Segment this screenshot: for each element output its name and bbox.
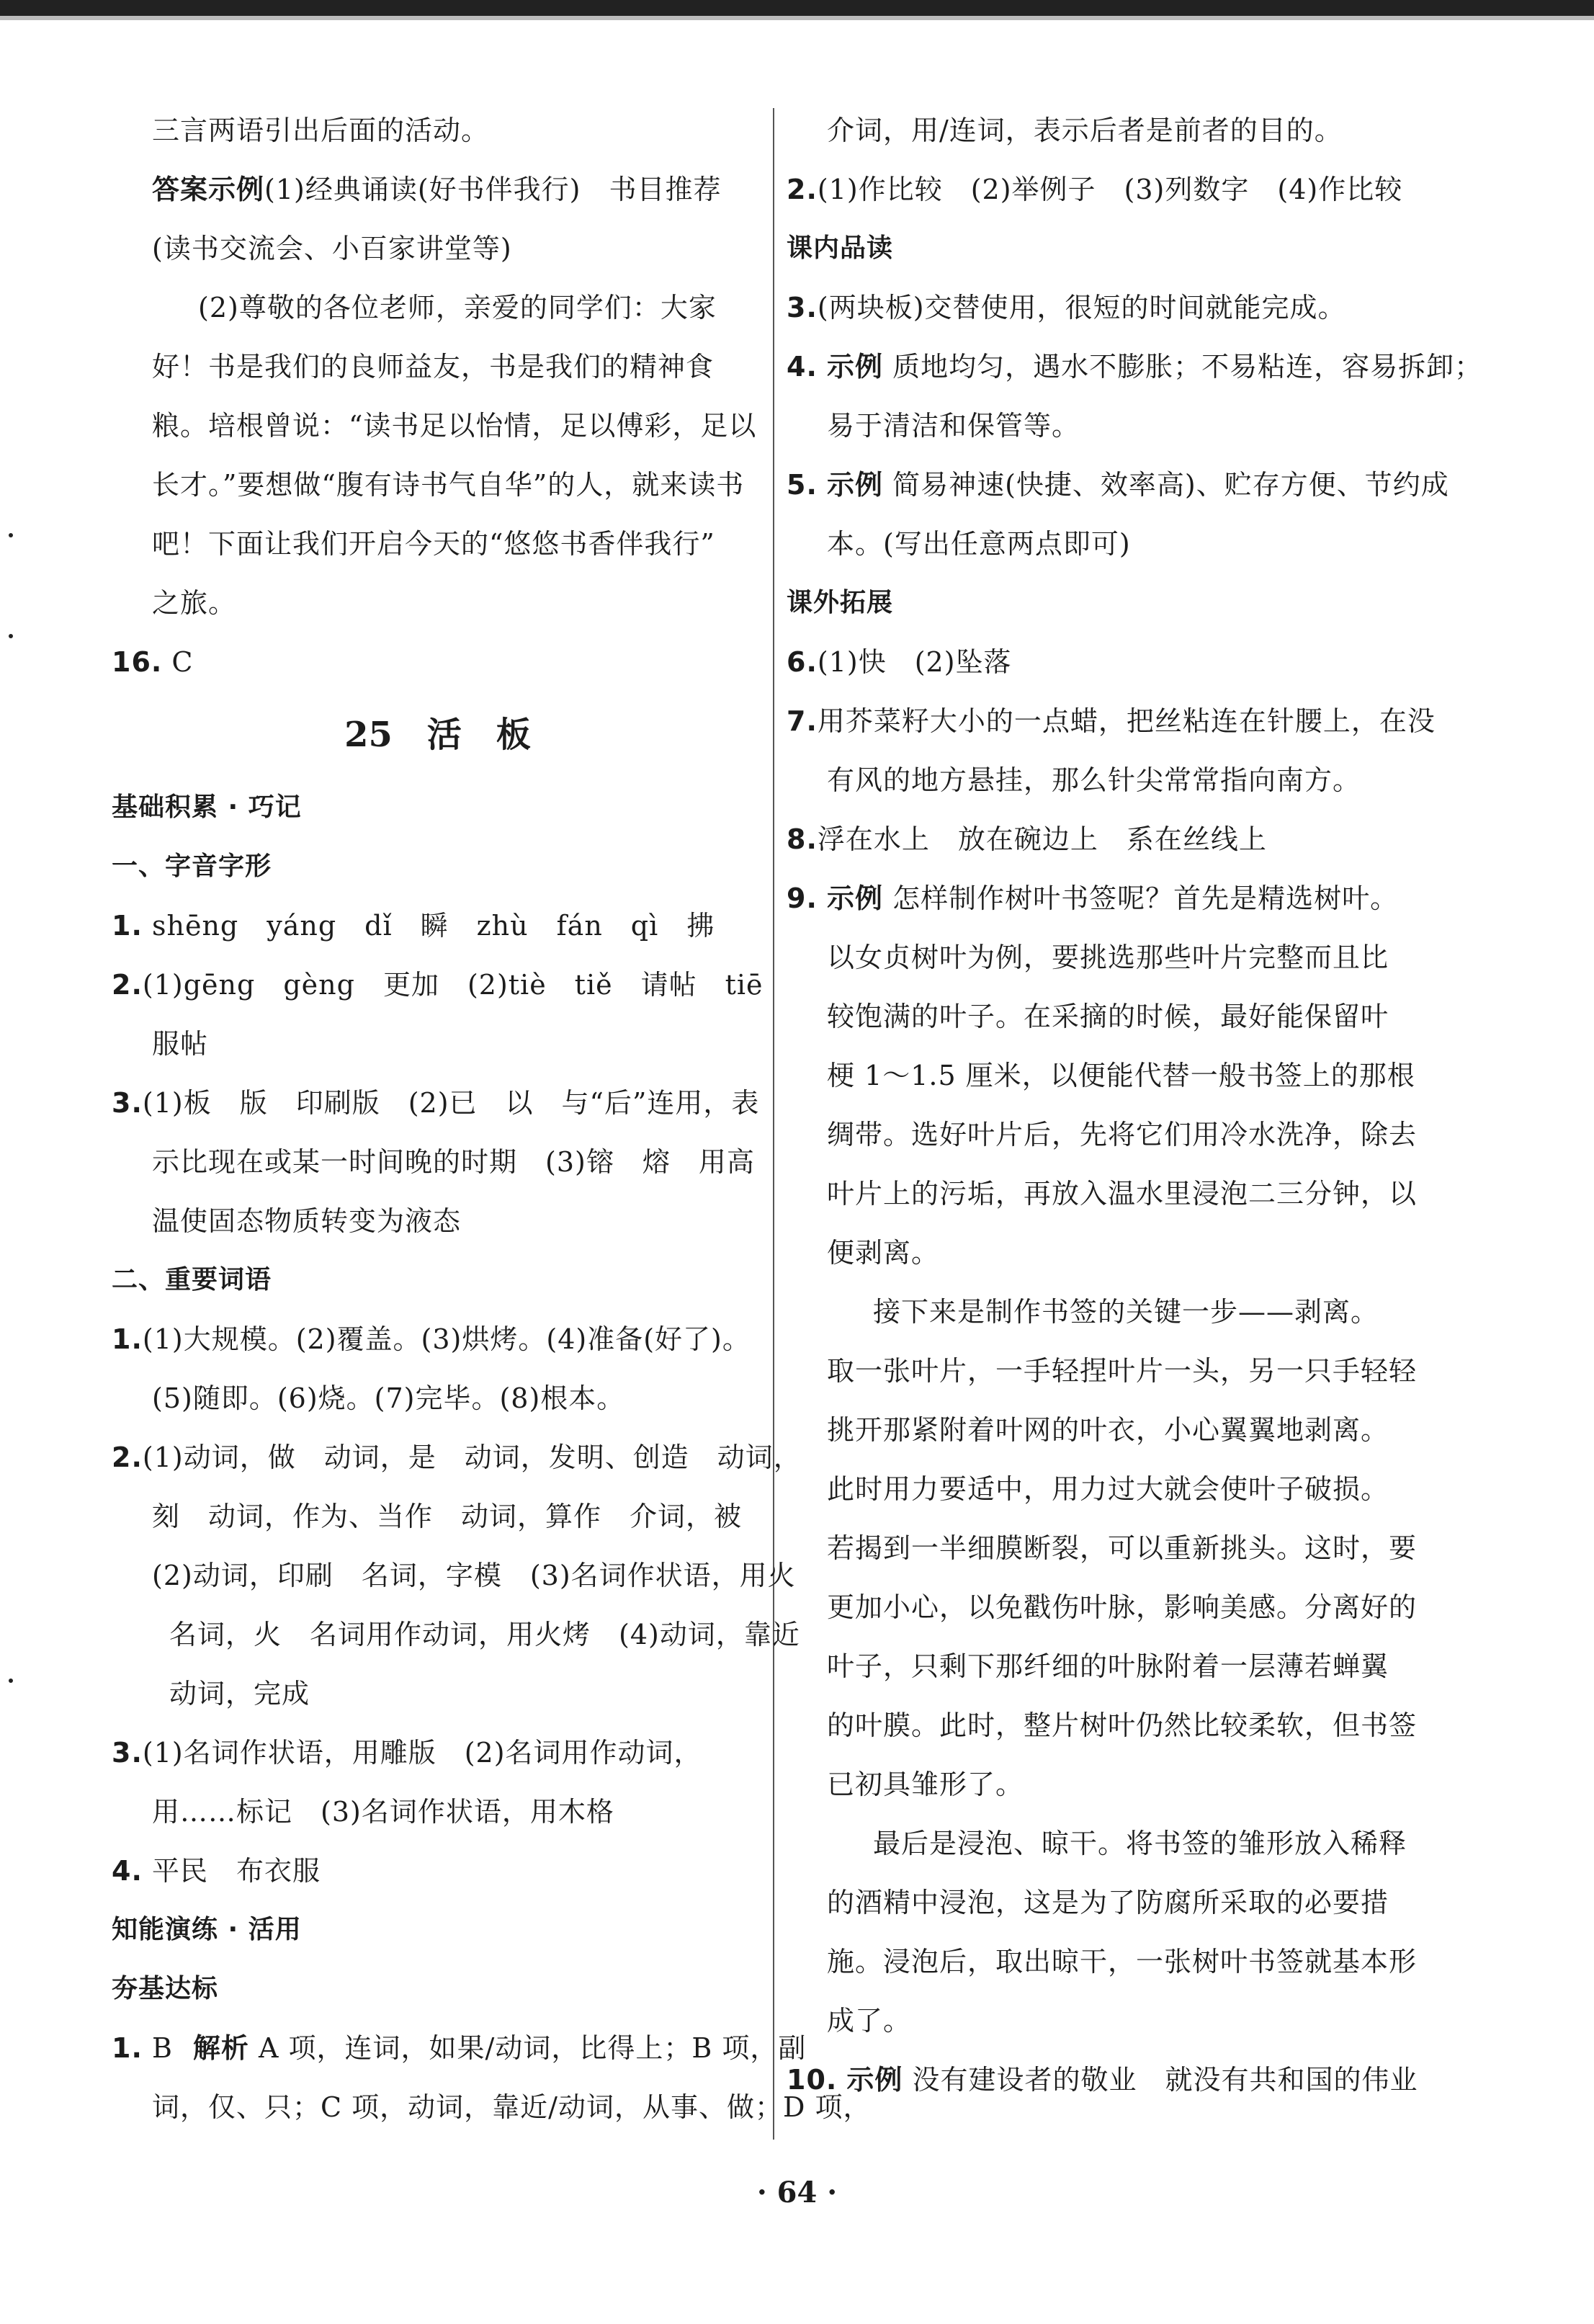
example-label: 示例 bbox=[826, 469, 883, 501]
question-line bbox=[112, 1841, 764, 1900]
question-number: 2. bbox=[787, 174, 818, 205]
text-span: (1)作比较 (2)举例子 (3)列数字 (4)作比较 bbox=[817, 174, 1403, 205]
question-line bbox=[787, 160, 1471, 219]
question-number: 3. bbox=[112, 1087, 143, 1119]
sub-heading: 一、字音字形 bbox=[112, 852, 272, 881]
question-number: 7. bbox=[787, 705, 818, 737]
text-line: (2)尊敬的各位老师，亲爱的同学们：大家 bbox=[198, 292, 717, 323]
text-line: 最后是浸泡、晾干。将书签的雏形放入稀释 bbox=[873, 1828, 1407, 1859]
question-number: 3. bbox=[112, 1737, 143, 1769]
text-line: 温使固态物质转变为液态 bbox=[152, 1205, 462, 1237]
page-number: · 64 · bbox=[756, 2176, 838, 2209]
text-line: 挑开那紧附着叶网的叶衣，小心翼翼地剥离。 bbox=[827, 1414, 1389, 1446]
text-span: 简易神速(快捷、效率高)、贮存方便、节约成 bbox=[892, 469, 1449, 501]
text-line bbox=[112, 160, 764, 219]
text-span: (1)gēng gèng 更加 (2)tiè tiě 请帖 tiē bbox=[142, 969, 764, 1001]
example-label: 示例 bbox=[826, 882, 883, 914]
question-line bbox=[112, 633, 764, 692]
text-line: 用……标记 (3)名词作状语，用木格 bbox=[152, 1796, 614, 1828]
text-line: 更加小心，以免戳伤叶脉，影响美感。分离好的 bbox=[827, 1591, 1418, 1623]
question-number: 1. bbox=[112, 1323, 143, 1355]
top-border-shadow bbox=[0, 16, 1594, 20]
question-number: 9. bbox=[787, 882, 818, 914]
sub-heading: 课内品读 bbox=[787, 233, 894, 263]
question-number: 2. bbox=[112, 969, 143, 1001]
example-label: 示例 bbox=[846, 2064, 903, 2096]
sub-heading: 二、重要词语 bbox=[112, 1265, 272, 1295]
question-line bbox=[112, 1428, 802, 1487]
text-line: 梗 1～1.5 厘米，以便能代替一般书签上的那根 bbox=[827, 1060, 1415, 1091]
sub-heading: 夯基达标 bbox=[112, 1974, 219, 2003]
text-line: 若揭到一半细膜断裂，可以重新挑头。这时，要 bbox=[827, 1532, 1418, 1564]
text-line: 吧！下面让我们开启今天的“悠悠书香伴我行” bbox=[152, 528, 715, 560]
question-line bbox=[787, 278, 1471, 337]
text-line: 介词，用/连词，表示后者是前者的目的。 bbox=[827, 115, 1343, 146]
question-number: 16. bbox=[112, 646, 163, 678]
text-span: (1)经典诵读(好书伴我行) 书目推荐 bbox=[264, 174, 722, 205]
section-title: 25 活 板 bbox=[344, 715, 531, 755]
analysis-label: 解析 bbox=[192, 2032, 249, 2064]
question-line bbox=[787, 2050, 1471, 2109]
text-line: 三言两语引出后面的活动。 bbox=[152, 115, 490, 146]
text-line: 接下来是制作书签的关键一步——剥离。 bbox=[873, 1296, 1379, 1328]
text-line: 名词，火 名词用作动词，用火烤 (4)动词，靠近 bbox=[169, 1619, 800, 1650]
text-line: 叶子，只剩下那纤细的叶脉附着一层薄若蝉翼 bbox=[827, 1650, 1389, 1682]
text-line: (读书交流会、小百家讲堂等) bbox=[152, 233, 512, 264]
question-line bbox=[112, 896, 764, 955]
text-span: A 项，连词，如果/动词，比得上；B 项，副 bbox=[259, 2032, 807, 2064]
scan-mark bbox=[9, 1679, 13, 1683]
text-line: 刻 动词，作为、当作 动词，算作 介词，被 bbox=[152, 1501, 743, 1532]
example-label: 示例 bbox=[826, 351, 883, 383]
question-number: 8. bbox=[787, 823, 818, 855]
question-line bbox=[112, 1723, 764, 1782]
section-heading: 知能演练 · 活用 bbox=[112, 1915, 302, 1944]
question-line bbox=[787, 337, 1483, 396]
text-line: (2)动词，印刷 名词，字模 (3)名词作状语，用火 bbox=[152, 1560, 796, 1591]
text-line: 已初具雏形了。 bbox=[827, 1769, 1024, 1800]
text-span: (1)大规模。(2)覆盖。(3)烘烤。(4)准备(好了)。 bbox=[142, 1323, 751, 1355]
text-span: 没有建设者的敬业 就没有共和国的伟业 bbox=[912, 2064, 1418, 2096]
text-span: (1)动词，做 动词，是 动词，发明、创造 动词， bbox=[142, 1442, 802, 1473]
text-line: 服帖 bbox=[152, 1028, 209, 1060]
text-line: 以女贞树叶为例，要挑选那些叶片完整而且比 bbox=[827, 942, 1389, 973]
text-line: 叶片上的污垢，再放入温水里浸泡二三分钟，以 bbox=[827, 1178, 1418, 1210]
text-line: 粮。培根曾说：“读书足以怡情，足以傅彩，足以 bbox=[152, 410, 757, 442]
text-line: 本。(写出任意两点即可) bbox=[827, 528, 1131, 560]
text-line: 成了。 bbox=[827, 2005, 912, 2037]
text-line: 之旅。 bbox=[152, 587, 237, 619]
question-number: 5. bbox=[787, 469, 818, 501]
text-span: (1)快 (2)坠落 bbox=[817, 646, 1012, 678]
question-number: 4. bbox=[112, 1855, 143, 1887]
question-line bbox=[787, 810, 1471, 869]
text-line: 较饱满的叶子。在采摘的时候，最好能保留叶 bbox=[827, 1001, 1389, 1032]
question-line bbox=[112, 1310, 764, 1369]
text-line: 好！书是我们的良师益友，书是我们的精神食 bbox=[152, 351, 715, 383]
question-line bbox=[112, 955, 764, 1014]
text-line: 动词，完成 bbox=[169, 1678, 310, 1710]
text-span: 浮在水上 放在碗边上 系在丝线上 bbox=[817, 823, 1267, 855]
top-border bbox=[0, 0, 1594, 16]
text-line: 词，仅、只；C 项，动词，靠近/动词，从事、做；D 项， bbox=[152, 2091, 872, 2123]
text-span: 质地均匀，遇水不膨胀；不易粘连，容易拆卸； bbox=[892, 351, 1483, 383]
text-span: B bbox=[151, 2032, 173, 2064]
text-line: 易于清洁和保管等。 bbox=[827, 410, 1080, 442]
question-line bbox=[112, 1073, 764, 1132]
answer-label: 答案示例 bbox=[152, 174, 265, 205]
text-line: (5)随即。(6)烧。(7)完毕。(8)根本。 bbox=[152, 1382, 625, 1414]
text-line: 有风的地方悬挂，那么针尖常常指向南方。 bbox=[827, 764, 1361, 796]
text-line: 便剥离。 bbox=[827, 1237, 940, 1269]
question-number: 10. bbox=[787, 2064, 838, 2096]
question-number: 4. bbox=[787, 351, 818, 383]
text-span: 怎样制作树叶书签呢？首先是精选树叶。 bbox=[892, 882, 1399, 914]
text-span: 平民 布衣服 bbox=[151, 1855, 321, 1887]
text-line: 的酒精中浸泡，这是为了防腐所采取的必要措 bbox=[827, 1887, 1389, 1918]
question-number: 2. bbox=[112, 1442, 143, 1473]
text-span: 用芥菜籽大小的一点蜡，把丝粘连在针腰上，在没 bbox=[817, 705, 1436, 737]
text-span: (1)名词作状语，用雕版 (2)名词用作动词， bbox=[142, 1737, 702, 1769]
question-number: 6. bbox=[787, 646, 818, 678]
question-line bbox=[787, 455, 1471, 514]
question-line bbox=[112, 2019, 807, 2078]
text-span: C bbox=[171, 646, 194, 678]
scan-mark bbox=[9, 533, 13, 537]
question-line bbox=[787, 692, 1471, 751]
question-number: 1. bbox=[112, 910, 143, 942]
text-line: 长才。”要想做“腹有诗书气自华”的人，就来读书 bbox=[152, 469, 745, 501]
question-line bbox=[787, 633, 1471, 692]
text-span: shēng yáng dǐ 瞬 zhù fán qì 拂 bbox=[151, 910, 715, 942]
question-number: 3. bbox=[787, 292, 818, 323]
question-number: 1. bbox=[112, 2032, 143, 2064]
text-line: 示比现在或某一时间晚的时期 (3)镕 熔 用高 bbox=[152, 1146, 755, 1178]
column-divider bbox=[773, 108, 774, 2140]
text-span: (两块板)交替使用，很短的时间就能完成。 bbox=[817, 292, 1346, 323]
text-line: 的叶膜。此时，整片树叶仍然比较柔软，但书签 bbox=[827, 1710, 1418, 1741]
text-span: (1)板 版 印刷版 (2)已 以 与“后”连用，表 bbox=[142, 1087, 760, 1119]
scan-mark bbox=[9, 634, 13, 638]
question-line bbox=[787, 869, 1471, 928]
right-column bbox=[787, 101, 1483, 2109]
text-line: 绸带。选好叶片后，先将它们用冷水洗净，除去 bbox=[827, 1119, 1418, 1150]
section-heading: 基础积累 · 巧记 bbox=[112, 792, 302, 822]
text-line: 此时用力要适中，用力过大就会使叶子破损。 bbox=[827, 1473, 1389, 1505]
text-line: 取一张叶片，一手轻捏叶片一头，另一只手轻轻 bbox=[827, 1355, 1418, 1387]
sub-heading: 课外拓展 bbox=[787, 588, 894, 617]
text-line: 施。浸泡后，取出晾干，一张树叶书签就基本形 bbox=[827, 1946, 1418, 1977]
